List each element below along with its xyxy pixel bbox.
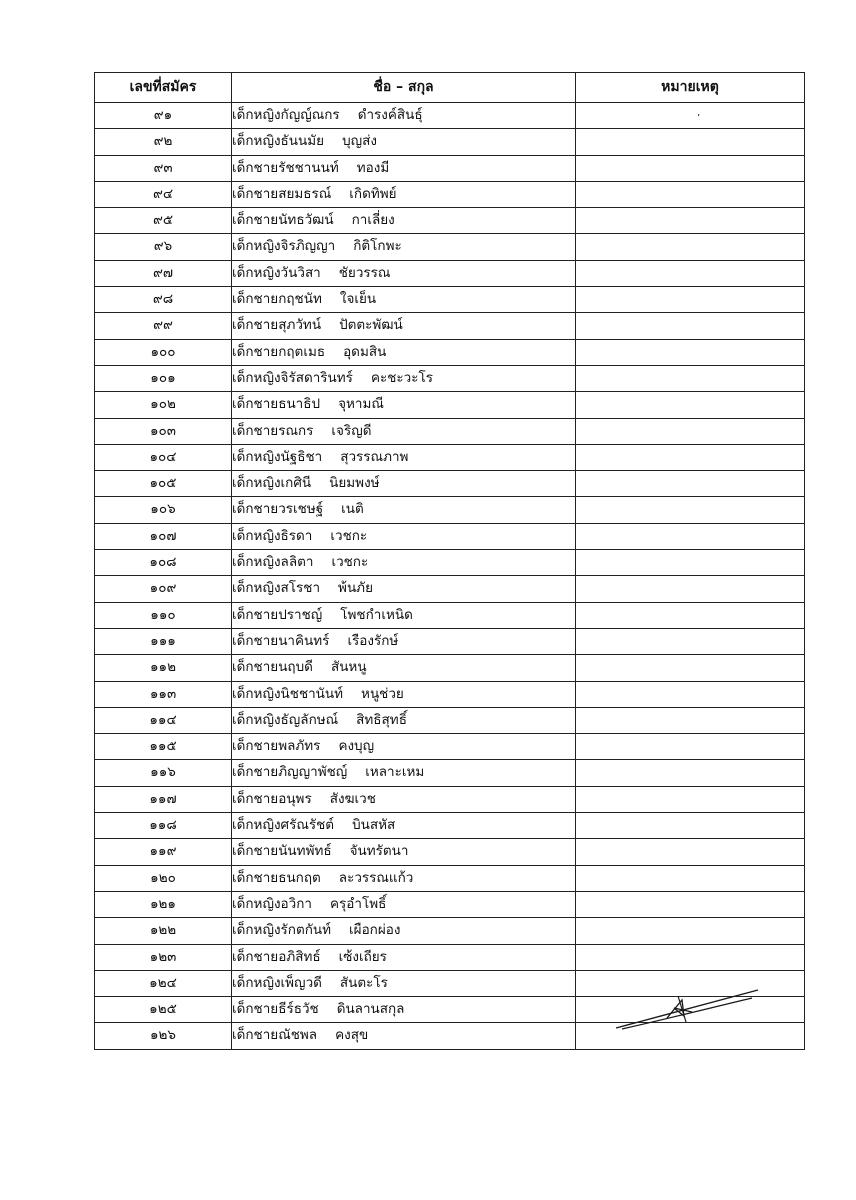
remarks-cell [576, 234, 805, 260]
application-number: ๑๑๖ [95, 760, 232, 786]
remarks-cell [576, 891, 805, 917]
application-number: ๑๐๗ [95, 523, 232, 549]
first-name: เด็กหญิงธัญลักษณ์ [232, 711, 339, 728]
last-name: อุดมสิน [343, 343, 387, 360]
application-number: ๑๒๑ [95, 891, 232, 917]
last-name: หนูช่วย [361, 685, 404, 702]
table-row [95, 865, 805, 891]
last-name: เกิดทิพย์ [349, 185, 397, 202]
application-number: ๑๒๔ [95, 970, 232, 996]
table-row [95, 418, 805, 444]
application-number: ๑๑๘ [95, 813, 232, 839]
last-name: สุวรรณภาพ [340, 448, 409, 465]
first-name: เด็กชายนันทพัทธ์ [232, 843, 332, 860]
application-number: ๑๐๖ [95, 497, 232, 523]
applicant-name [232, 681, 576, 707]
first-name: เด็กชายกฤตเมธ [232, 343, 326, 360]
applicant-name [232, 707, 576, 733]
remarks-cell [576, 602, 805, 628]
first-name: เด็กหญิงนัฐธิชา [232, 448, 323, 465]
applicant-name [232, 839, 576, 865]
table-row [95, 365, 805, 391]
remarks-cell [576, 550, 805, 576]
remarks-cell [576, 628, 805, 654]
application-number: ๑๐๒ [95, 392, 232, 418]
header-full-name: ชื่อ – สกุล [232, 73, 576, 103]
first-name: เด็กหญิงกัญญ์ณกร [232, 107, 340, 123]
table-row [95, 497, 805, 523]
remarks-cell [576, 707, 805, 733]
table-row [95, 602, 805, 628]
application-number: ๙๔ [95, 181, 232, 207]
remarks-cell [576, 155, 805, 181]
table-row [95, 707, 805, 733]
last-name: ชัยวรรณ [338, 264, 391, 281]
table-row [95, 260, 805, 286]
last-name: กาเลี่ยง [351, 212, 395, 229]
table-row [95, 550, 805, 576]
remarks-cell [576, 576, 805, 602]
table-row [95, 523, 805, 549]
table-row [95, 155, 805, 181]
first-name: เด็กชายอนุพร [232, 790, 312, 807]
last-name: ครุอำโพธิ์ [330, 895, 387, 912]
applicant-name [232, 786, 576, 812]
first-name: เด็กชายธนาธิป [232, 396, 321, 413]
application-number: ๑๑๐ [95, 602, 232, 628]
remarks-cell [576, 392, 805, 418]
last-name: กิติโกพะ [353, 238, 402, 255]
first-name: เด็กชายรัชชานนท์ [232, 159, 339, 176]
remarks-cell [576, 918, 805, 944]
remarks-cell [576, 339, 805, 365]
last-name: เจริญดี [331, 422, 372, 439]
application-number: ๙๘ [95, 287, 232, 313]
last-name: นิยมพงษ์ [329, 475, 380, 492]
remarks-cell [576, 418, 805, 444]
first-name: เด็กชายธีร์ธวัช [232, 1001, 319, 1018]
table-body [95, 103, 805, 1050]
first-name: เด็กชายนาคินทร์ [232, 632, 330, 649]
applicant-name [232, 260, 576, 286]
applicant-name [232, 813, 576, 839]
applicant-table [94, 72, 805, 1050]
applicant-name [232, 444, 576, 470]
last-name: เวชกะ [331, 554, 369, 571]
application-number: ๙๗ [95, 260, 232, 286]
first-name: เด็กหญิงจิรภิญญา [232, 238, 336, 255]
application-number: ๙๙ [95, 313, 232, 339]
application-number: ๑๒๓ [95, 944, 232, 970]
table-row [95, 392, 805, 418]
last-name: เนติ [341, 501, 364, 518]
application-number: ๙๒ [95, 129, 232, 155]
first-name: เด็กหญิงนิชชานันท์ [232, 685, 344, 702]
table-row [95, 576, 805, 602]
application-number: ๑๐๓ [95, 418, 232, 444]
remarks-cell [576, 813, 805, 839]
remarks-cell [576, 681, 805, 707]
first-name: เด็กหญิงวันวิสา [232, 264, 321, 281]
signature-scribble [612, 988, 762, 1038]
first-name: เด็กชายปราชญ์ [232, 606, 323, 623]
last-name: เหลาะเหม [365, 764, 425, 781]
applicant-name [232, 313, 576, 339]
applicant-name [232, 497, 576, 523]
last-name: ปัตตะพัฒน์ [339, 317, 403, 334]
table-row [95, 786, 805, 812]
table-row [95, 760, 805, 786]
remarks-cell [576, 523, 805, 549]
table-row [95, 471, 805, 497]
application-number: ๑๐๑ [95, 365, 232, 391]
remarks-cell [576, 365, 805, 391]
first-name: เด็กชายภิญญาพัชญ์ [232, 764, 348, 781]
remarks-cell [576, 839, 805, 865]
first-name: เด็กชายธนกฤต [232, 869, 321, 886]
first-name: เด็กหญิงลลิตา [232, 554, 314, 571]
first-name: เด็กหญิงสโรชา [232, 580, 321, 597]
table-row [95, 918, 805, 944]
last-name: คงบุญ [338, 738, 375, 755]
header-remarks: หมายเหตุ [576, 73, 805, 103]
first-name: เด็กชายรณกร [232, 422, 314, 439]
applicant-name [232, 891, 576, 917]
first-name: เด็กหญิงรักตกันท์ [232, 922, 332, 939]
last-name: ทองมี [356, 159, 390, 176]
first-name: เด็กหญิงศรัณรัชต์ [232, 817, 335, 834]
application-number: ๙๕ [95, 208, 232, 234]
table-row [95, 891, 805, 917]
applicant-name [232, 155, 576, 181]
last-name: ละวรรณแก้ว [338, 869, 414, 886]
remarks-cell [576, 760, 805, 786]
application-number: ๑๒๐ [95, 865, 232, 891]
remarks-cell [576, 313, 805, 339]
first-name: เด็กชายณัชพล [232, 1027, 318, 1044]
first-name: เด็กหญิงเกศินี [232, 475, 312, 492]
table-row [95, 313, 805, 339]
application-number: ๑๑๔ [95, 707, 232, 733]
remarks-cell [576, 655, 805, 681]
table-row [95, 444, 805, 470]
last-name: สังฆเวช [329, 790, 376, 807]
applicant-name [232, 418, 576, 444]
last-name: โพชกำเหนิด [340, 606, 413, 623]
applicant-name [232, 944, 576, 970]
last-name: ดินลานสกุล [336, 1001, 405, 1018]
applicant-name [232, 103, 576, 129]
remarks-cell [576, 944, 805, 970]
applicant-name [232, 234, 576, 260]
application-number: ๑๑๙ [95, 839, 232, 865]
last-name: เรืองรักษ์ [347, 632, 399, 649]
applicant-name [232, 339, 576, 365]
remarks-cell [576, 260, 805, 286]
first-name: เด็กชายพลภัทร [232, 738, 321, 755]
first-name: เด็กหญิงธันนมัย [232, 133, 325, 150]
application-number: ๙๑ [95, 103, 232, 129]
last-name: พ้นภัย [338, 580, 373, 597]
header-application-number: เลขที่สมัคร [95, 73, 232, 103]
remarks-cell [576, 497, 805, 523]
last-name: บินสหัส [352, 817, 396, 834]
applicant-name [232, 129, 576, 155]
application-number: ๑๑๕ [95, 734, 232, 760]
applicant-name [232, 550, 576, 576]
remarks-cell [576, 181, 805, 207]
application-number: ๑๒๕ [95, 997, 232, 1023]
first-name: เด็กชายสยมธรณ์ [232, 185, 332, 202]
application-number: ๑๑๗ [95, 786, 232, 812]
application-number: ๑๒๖ [95, 1023, 232, 1049]
table-row [95, 734, 805, 760]
last-name: เวชกะ [330, 527, 368, 544]
table-row [95, 839, 805, 865]
last-name: จันทรัตนา [349, 843, 409, 860]
first-name: เด็กหญิงธิรดา [232, 527, 313, 544]
applicant-name [232, 918, 576, 944]
remarks-cell [576, 734, 805, 760]
last-name: ดำรงค์สินธุ์ [357, 107, 423, 123]
table-row [95, 208, 805, 234]
first-name: เด็กชายนัทธวัฒน์ [232, 212, 334, 229]
applicant-name [232, 760, 576, 786]
last-name: จุหามณี [338, 396, 384, 413]
applicant-name [232, 576, 576, 602]
last-name: คงสุข [335, 1027, 369, 1044]
applicant-name [232, 523, 576, 549]
table-row [95, 234, 805, 260]
applicant-name [232, 655, 576, 681]
application-number: ๑๑๓ [95, 681, 232, 707]
applicant-name [232, 734, 576, 760]
application-number: ๑๐๘ [95, 550, 232, 576]
applicant-name [232, 628, 576, 654]
application-number: ๙๓ [95, 155, 232, 181]
application-number: ๑๐๙ [95, 576, 232, 602]
remarks-cell [576, 865, 805, 891]
applicant-name [232, 287, 576, 313]
application-number: ๙๖ [95, 234, 232, 260]
last-name: เซ้งเถียร [338, 948, 387, 965]
last-name: เผือกผ่อง [349, 922, 401, 939]
table-row [95, 129, 805, 155]
last-name: บุญส่ง [342, 133, 377, 150]
applicant-name [232, 365, 576, 391]
applicant-name [232, 602, 576, 628]
application-number: ๑๐๕ [95, 471, 232, 497]
table-row [95, 181, 805, 207]
applicant-name [232, 1023, 576, 1049]
table-row [95, 339, 805, 365]
application-number: ๑๒๒ [95, 918, 232, 944]
first-name: เด็กชายสุภวัทน์ [232, 317, 322, 334]
remarks-cell [576, 444, 805, 470]
last-name: สิทธิสุทธิ์ [356, 711, 407, 728]
remarks-cell [576, 129, 805, 155]
applicant-name [232, 970, 576, 996]
applicant-name [232, 471, 576, 497]
table-header-row [95, 73, 805, 103]
last-name: สันหนู [330, 659, 367, 676]
first-name: เด็กชายวรเชษฐ์ [232, 501, 324, 518]
applicant-name [232, 865, 576, 891]
table-row [95, 944, 805, 970]
first-name: เด็กหญิงอวิกา [232, 895, 312, 912]
last-name: ใจเย็น [339, 291, 377, 308]
table-row [95, 813, 805, 839]
table-row [95, 655, 805, 681]
application-number: ๑๐๔ [95, 444, 232, 470]
last-name: คะชะวะโร [370, 369, 433, 386]
first-name: เด็กหญิงเพ็ญวดี [232, 974, 322, 991]
remarks-cell [576, 103, 805, 129]
last-name: สันตะโร [339, 974, 388, 991]
tick-mark: ’ [697, 113, 701, 124]
applicant-name [232, 181, 576, 207]
table-row [95, 628, 805, 654]
remarks-cell [576, 208, 805, 234]
first-name: เด็กชายอภิสิทธ์ [232, 948, 321, 965]
first-name: เด็กชายกฤชนัท [232, 291, 322, 308]
application-number: ๑๐๐ [95, 339, 232, 365]
remarks-cell [576, 287, 805, 313]
applicant-name [232, 392, 576, 418]
first-name: เด็กชายนฤบดี [232, 659, 313, 676]
application-number: ๑๑๒ [95, 655, 232, 681]
first-name: เด็กหญิงจิรัสดารินทร์ [232, 369, 353, 386]
applicant-name [232, 997, 576, 1023]
application-number: ๑๑๑ [95, 628, 232, 654]
table-row [95, 681, 805, 707]
table-row [95, 287, 805, 313]
remarks-cell [576, 786, 805, 812]
remarks-cell [576, 471, 805, 497]
applicant-name [232, 208, 576, 234]
